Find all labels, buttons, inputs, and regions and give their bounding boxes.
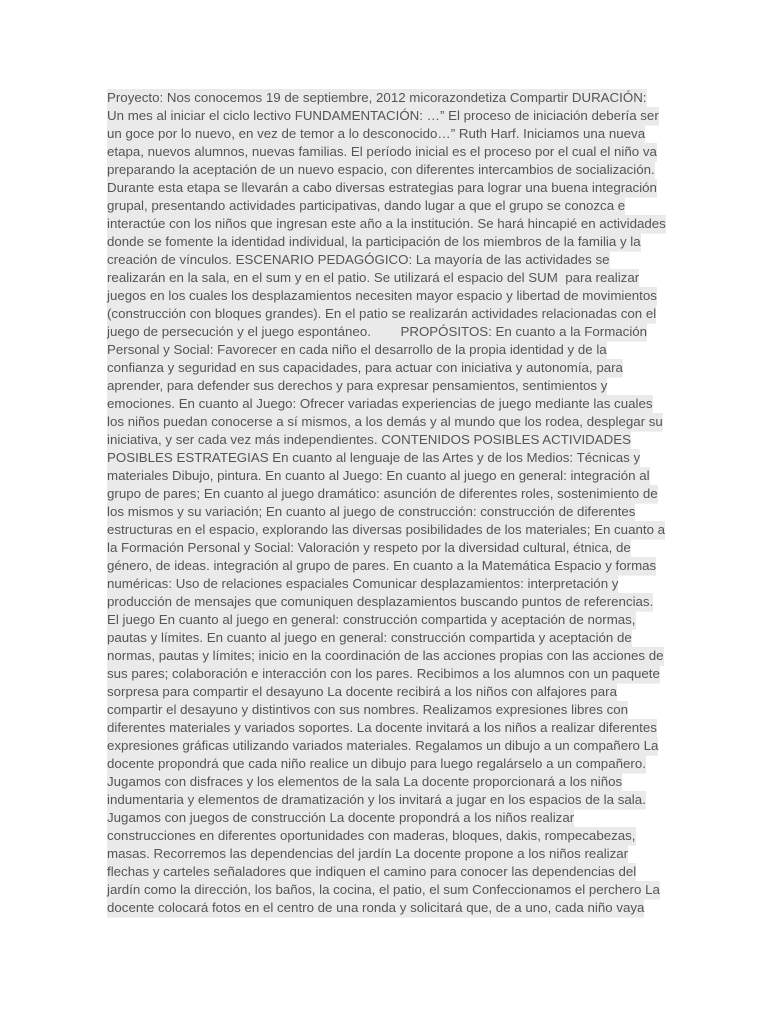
text-line: Jugamos con juegos de construcción La docente propondrá a los niños realizar — [107, 810, 575, 825]
document-body — [107, 89, 666, 917]
text-line: docente propondrá que cada niño realice un dibujo para luego regalárselo a un compañero. — [107, 756, 646, 771]
text-line: sorpresa para compartir el desayuno La docente recibirá a los niños con alfajores para — [107, 684, 618, 699]
text-line: un goce por lo nuevo, en vez de temor a lo desconocido…” Ruth Harf. Iniciamos una nueva — [107, 126, 646, 141]
text-line: estructuras en el espacio, explorando las diversas posibilidades de los materiales; En cuanto a — [107, 522, 666, 537]
text-line: iniciativa, y ser cada vez más independientes. CONTENIDOS POSIBLES ACTIVIDADES — [107, 432, 631, 447]
text-line: los niños puedan conocerse a sí mismos, a los demás y al mundo que los rodea, desplegar su — [107, 414, 663, 429]
text-line: producción de mensajes que comuniquen desplazamientos buscando puntos de referencias. — [107, 594, 654, 609]
text-line: interactúe con los niños que ingresan este año a la institución. Se hará hincapié en actividades — [107, 216, 666, 231]
text-line: creación de vínculos. ESCENARIO PEDAGÓGICO: La mayoría de las actividades se — [107, 252, 610, 267]
text-line: aprender, para defender sus derechos y para expresar pensamientos, sentimientos y — [107, 378, 608, 393]
text-line: sus pares; colaboración e interacción con los pares. Recibimos a los alumnos con un paquete — [107, 666, 660, 681]
text-line: jardín como la dirección, los baños, la cocina, el patio, el sum Confeccionamos el perchero La — [107, 882, 660, 897]
text-line: normas, pautas y límites; inicio en la coordinación de las acciones propias con las acciones de — [107, 648, 664, 663]
text-line: flechas y carteles señaladores que indiquen el camino para conocer las dependencias del — [107, 864, 637, 879]
text-line: grupal, presentando actividades participativas, dando lugar a que el grupo se conozca e — [107, 198, 626, 213]
text-line: materiales Dibujo, pintura. En cuanto al Juego: En cuanto al juego en general: integración al — [107, 468, 650, 483]
text-line: etapa, nuevos alumnos, nuevas familias. El período inicial es el proceso por el cual el niño va — [107, 144, 657, 159]
text-line: confianza y seguridad en sus capacidades, para actuar con iniciativa y autonomía, para — [107, 360, 623, 375]
text-line: preparando la aceptación de un nuevo espacio, con diferentes intercambios de socialización. — [107, 162, 655, 177]
text-line: POSIBLES ESTRATEGIAS En cuanto al lenguaje de las Artes y de los Medios: Técnicas y — [107, 450, 641, 465]
text-line: Jugamos con disfraces y los elementos de la sala La docente proporcionará a los niños — [107, 774, 623, 789]
text-line: emociones. En cuanto al Juego: Ofrecer variadas experiencias de juego mediante las cuales — [107, 396, 653, 411]
text-line: masas. Recorremos las dependencias del jardín La docente propone a los niños realizar — [107, 846, 629, 861]
text-line: Proyecto: Nos conocemos 19 de septiembre, 2012 micorazondetiza Compartir DURACIÓN: — [107, 90, 647, 105]
text-line: la Formación Personal y Social: Valoración y respeto por la diversidad cultural, étnica, de — [107, 540, 631, 555]
text-line: expresiones gráficas utilizando variados materiales. Regalamos un dibujo a un compañero La — [107, 738, 659, 753]
text-line: grupo de pares; En cuanto al juego dramático: asunción de diferentes roles, sostenimiento de — [107, 486, 658, 501]
text-line: Durante esta etapa se llevarán a cabo diversas estrategias para lograr una buena integración — [107, 180, 657, 195]
text-line: (construcción con bloques grandes). En el patio se realizarán actividades relacionadas con el — [107, 306, 657, 321]
text-line: El juego En cuanto al juego en general: construcción compartida y aceptación de normas, — [107, 612, 636, 627]
text-line: juego de persecución y el juego espontáneo. PROPÓSITOS: En cuanto a la Formación — [107, 324, 648, 339]
text-line: los mismos y su variación; En cuanto al juego de construcción: construcción de diferentes — [107, 504, 636, 519]
text-line: compartir el desayuno y distintivos con sus nombres. Realizamos expresiones libres con — [107, 702, 629, 717]
text-line: género, de ideas. integración al grupo de pares. En cuanto a la Matemática Espacio y formas — [107, 558, 657, 573]
text-line: Un mes al iniciar el ciclo lectivo FUNDAMENTACIÓN: …” El proceso de iniciación debería ser — [107, 108, 659, 123]
text-line: pautas y límites. En cuanto al juego en general: construcción compartida y aceptación de — [107, 630, 632, 645]
text-line: construcciones en diferentes oportunidades con maderas, bloques, dakis, rompecabezas, — [107, 828, 636, 843]
text-line: indumentaria y elementos de dramatización y los invitará a jugar en los espacios de la sala. — [107, 792, 646, 807]
text-line: Personal y Social: Favorecer en cada niño el desarrollo de la propia identidad y de la — [107, 342, 607, 357]
text-line: docente colocará fotos en el centro de una ronda y solicitará que, de a uno, cada niño vaya — [107, 900, 645, 915]
text-line: realizarán en la sala, en el sum y en el patio. Se utilizará el espacio del SUM para realizar — [107, 270, 640, 285]
text-line: numéricas: Uso de relaciones espaciales Comunicar desplazamientos: interpretación y — [107, 576, 619, 591]
text-line: donde se fomente la identidad individual, la participación de los miembros de la familia y la — [107, 234, 641, 249]
text-line: juegos en los cuales los desplazamientos necesiten mayor espacio y libertad de movimientos — [107, 288, 657, 303]
text-line: diferentes materiales y variados soportes. La docente invitará a los niños a realizar diferentes — [107, 720, 657, 735]
